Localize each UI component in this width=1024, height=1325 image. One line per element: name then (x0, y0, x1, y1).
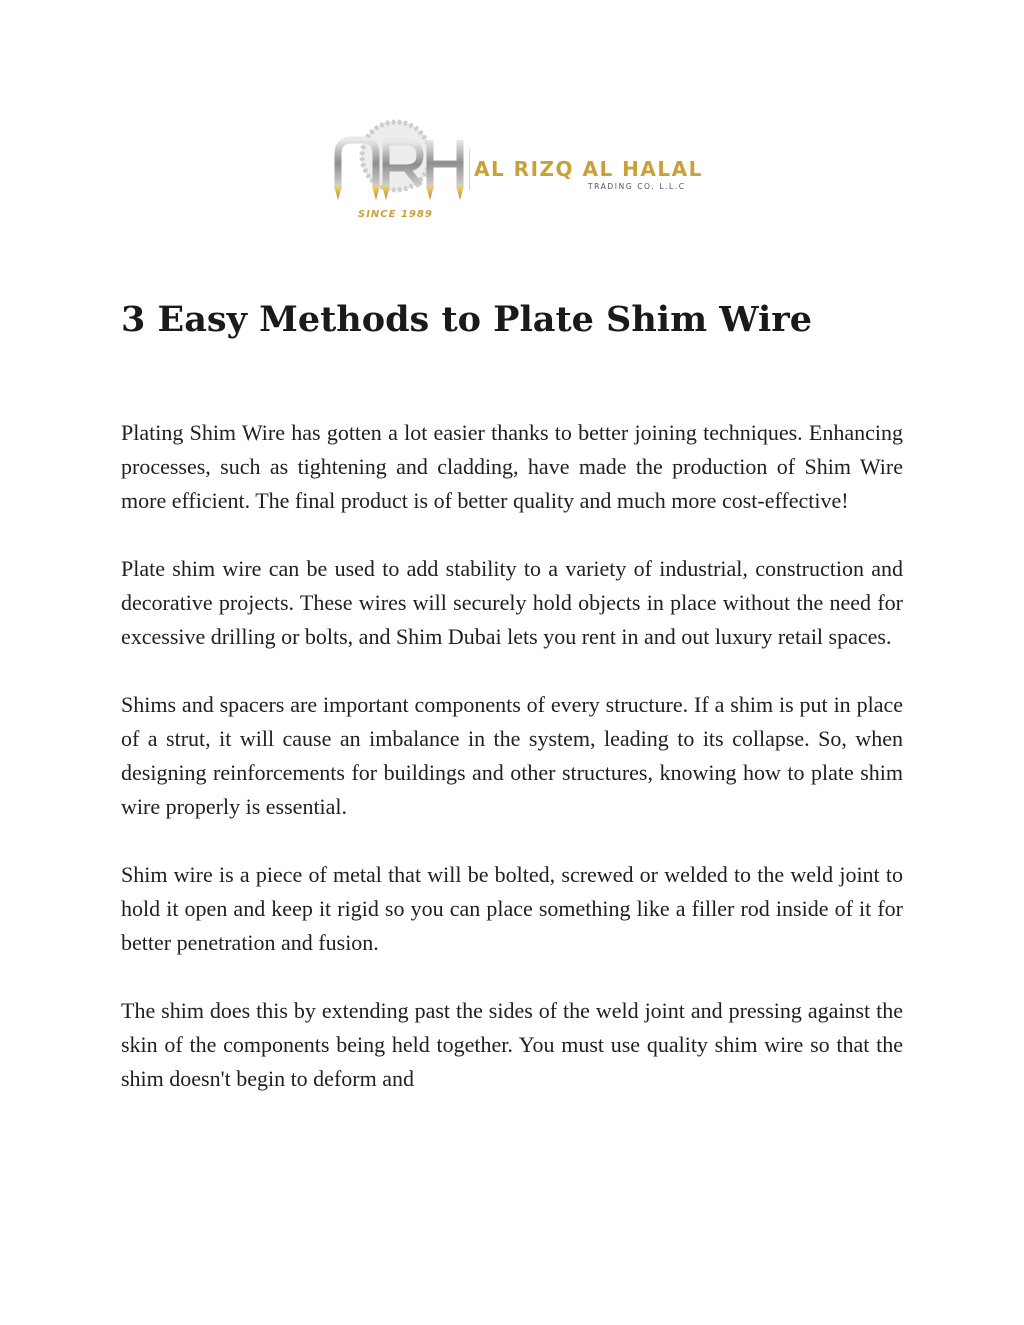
paragraph-5: The shim does this by extending past the sides of the weld joint and pressing against the skin of the components being held together. You must use quality shim wire so that the shim doesn't begin to deform and (121, 998, 903, 1091)
arh-monogram-graphic (330, 118, 470, 208)
paragraph-1: Plating Shim Wire has gotten a lot easier thanks to better joining techniques. Enhancing processes, such as tightening and cladding, have made the production of Shim Wire more efficient. The final product is of better quality and much more cost-effective! (121, 420, 903, 513)
company-logo (330, 118, 703, 228)
company-subtitle: TRADING CO. L.L.C (588, 182, 686, 191)
paragraph-4: Shim wire is a piece of metal that will be bolted, screwed or welded to the weld joint to hold it open and keep it rigid so you can place something like a filler rod inside of it for better penetration and fusion. (121, 862, 903, 955)
paragraph-3: Shims and spacers are important components of every structure. If a shim is put in place of a strut, it will cause an imbalance in the system, leading to its collapse. So, when designing reinforcements for buildings and other structures, knowing how to plate shim wire properly is essential. (121, 692, 903, 819)
paragraph-2: Plate shim wire can be used to add stability to a variety of industrial, construction and decorative projects. These wires will securely hold objects in place without the need for excessive drilling or bolts, and Shim Dubai lets you rent in and out luxury retail spaces. (121, 556, 903, 649)
article-body (121, 416, 903, 1130)
since-label: SINCE 1989 (358, 209, 433, 220)
company-name: AL RIZQ AL HALAL (474, 157, 703, 181)
page-title: 3 Easy Methods to Plate Shim Wire (121, 299, 812, 340)
